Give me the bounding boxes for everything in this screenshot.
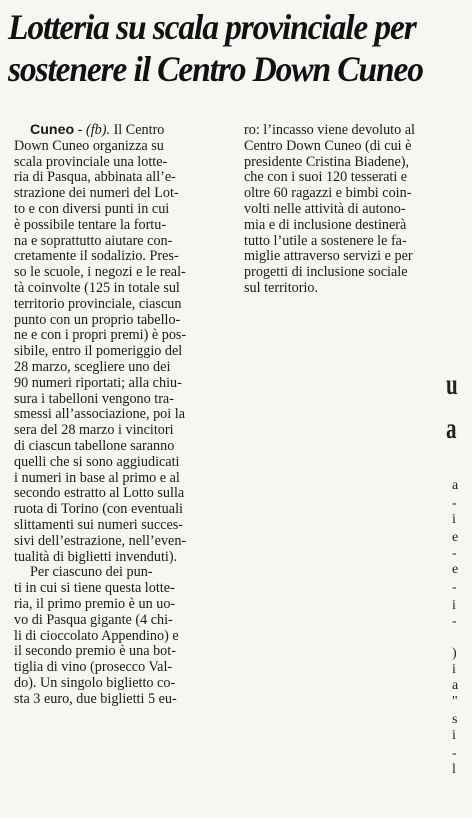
text-line: 28 marzo, scegliere uno dei: [14, 358, 171, 375]
dateline-city: Cuneo: [30, 122, 75, 138]
text-line: tualità di biglietti invenduti).: [14, 548, 178, 565]
adjacent-text-fragment: ): [452, 646, 457, 661]
text-line: è possibile tentare la fortu-: [14, 216, 167, 233]
text-line: Per ciascuno dei pun-: [30, 564, 153, 581]
adjacent-text-fragment: -: [452, 546, 457, 561]
text-line: sibile, entro il pomeriggio del: [14, 343, 183, 360]
paragraph-1: [14, 123, 230, 565]
adjacent-text-fragment: -: [452, 580, 457, 595]
text-line: che con i suoi 120 tesserati e: [244, 169, 408, 186]
text-line: ria di Pasqua, abbinata all’e-: [14, 169, 176, 186]
paragraph-2-lines: [14, 565, 230, 707]
adjacent-text-fragment: s: [452, 712, 458, 727]
text-line: Centro Down Cuneo (di cui è: [244, 137, 412, 154]
text-line: ne e con i propri premi) è pos-: [14, 327, 187, 344]
text-line: miglie attraverso servizi e per: [244, 248, 413, 265]
first-line: [14, 123, 230, 139]
adjacent-text-fragment: a: [452, 478, 459, 493]
text-line: volti nelle attività di autono-: [244, 200, 406, 217]
adjacent-text-fragment: i: [452, 662, 456, 677]
text-line: quelli che si sono aggiudicati: [14, 453, 180, 470]
text-line: oltre 60 ragazzi e bimbi coin-: [244, 185, 412, 202]
text-line: di ciascun tabellone saranno: [14, 437, 175, 454]
adjacent-heading-fragment: a: [446, 412, 457, 445]
text-line: li di cioccolato Appendino) e: [14, 627, 179, 644]
text-line: mia e di inclusione destinerà: [244, 216, 407, 233]
headline: [8, 6, 436, 90]
text-line: progetti di inclusione sociale: [244, 264, 408, 281]
article-column-1: [14, 123, 230, 707]
text-line: ruota di Torino (con eventuali: [14, 501, 183, 518]
text-line: tutto l’utile a sostenere le fa-: [244, 232, 407, 249]
dateline-author: (fb).: [85, 122, 111, 138]
text-line: secondo estratto al Lotto sulla: [14, 485, 185, 502]
text-line: na e soprattutto aiutare con-: [14, 232, 173, 249]
text-line: ro: l’incasso viene devoluto al: [244, 122, 415, 138]
text-line: sta 3 euro, due biglietti 5 eu-: [14, 690, 177, 707]
text-line: presidente Cristina Biadene),: [244, 153, 410, 170]
paragraph-3: [244, 123, 466, 297]
adjacent-text-fragment: -: [452, 614, 457, 629]
paragraph-3-lines: [244, 123, 466, 297]
text-line: do). Un singolo biglietto co-: [14, 674, 176, 691]
text-line: sul territorio.: [244, 279, 319, 296]
text-line: sura i tabelloni vengono tra-: [14, 390, 174, 407]
text-line: sivi dell’estrazione, nell’even-: [14, 532, 187, 549]
adjacent-text-fragment: a: [452, 678, 459, 693]
text-line: slittamenti sui numeri succes-: [14, 516, 184, 533]
text-line: punto con un proprio tabello-: [14, 311, 181, 328]
text-line: smessi all’associazione, poi la: [14, 406, 185, 423]
text-line: cretamente il sodalizio. Pres-: [14, 248, 179, 265]
text-line: il secondo premio è una bot-: [14, 643, 176, 660]
paragraph-1-lines: [14, 139, 230, 566]
dateline-separator: -: [74, 122, 86, 138]
adjacent-text-fragment: e: [452, 562, 459, 577]
text-line: to e con diversi punti in cui: [14, 200, 170, 217]
text-line: so le scuole, i negozi e le real-: [14, 264, 186, 281]
paragraph-2: [14, 565, 230, 707]
text-line: sera del 28 marzo i vincitori: [14, 422, 174, 439]
text-line: strazione dei numeri del Lot-: [14, 185, 179, 202]
text-line: scala provinciale una lotte-: [14, 153, 168, 170]
first-line-rest: Il Centro: [110, 122, 165, 138]
text-line: territorio provinciale, ciascun: [14, 295, 182, 312]
adjacent-heading-fragment: u: [446, 368, 458, 401]
adjacent-text-fragment: i: [452, 598, 456, 613]
text-line: ria, il primo premio è un uo-: [14, 595, 176, 612]
article-column-2: [244, 123, 466, 297]
adjacent-text-fragment: -: [452, 496, 457, 511]
text-line: i numeri in base al primo e al: [14, 469, 180, 486]
adjacent-text-fragment: l: [452, 762, 456, 777]
text-line: ti in cui si tiene questa lotte-: [14, 580, 175, 597]
text-line: tà coinvolte (125 in totale sul: [14, 279, 180, 296]
adjacent-text-fragment: -: [452, 746, 457, 761]
text-line: tiglia di vino (prosecco Val-: [14, 659, 173, 676]
text-line: Down Cuneo organizza su: [14, 137, 164, 154]
adjacent-text-fragment: ": [452, 694, 458, 709]
headline-line-2: sostenere il Centro Down Cuneo: [8, 49, 423, 89]
adjacent-text-fragment: i: [452, 512, 456, 527]
adjacent-text-fragment: i: [452, 728, 456, 743]
adjacent-text-fragment: e: [452, 530, 459, 545]
text-line: 90 numeri riportati; alla chiu-: [14, 374, 182, 391]
text-line: vo di Pasqua gigante (4 chi-: [14, 611, 173, 628]
headline-line-1: Lotteria su scala provinciale per: [8, 7, 416, 47]
